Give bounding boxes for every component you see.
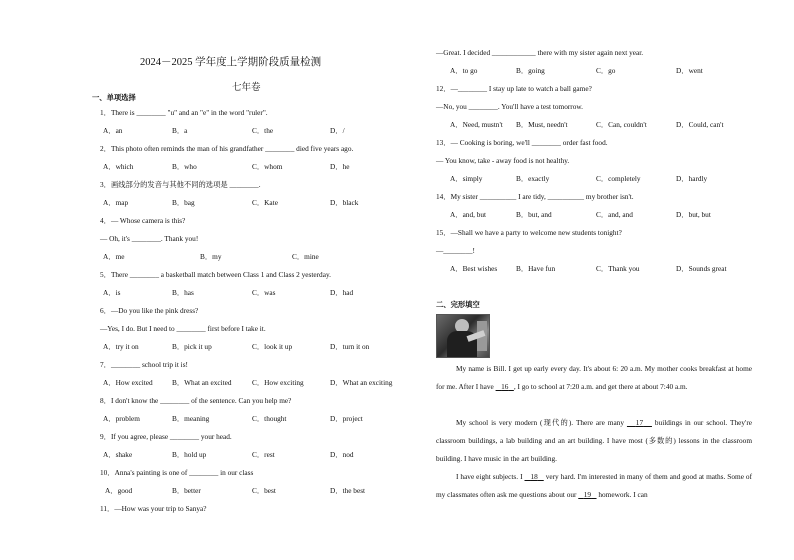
- option-b[interactable]: B．Have fun: [516, 264, 556, 273]
- question-15: 15．—Shall we have a party to welcome new students tonight?: [436, 228, 622, 237]
- question-9: 9．If you agree, please ________ your head.: [100, 432, 232, 441]
- option-b[interactable]: B．a: [172, 126, 188, 135]
- blank-16[interactable]: 16: [501, 382, 509, 391]
- option-a[interactable]: A．map: [103, 198, 129, 207]
- option-c[interactable]: C．Kate: [252, 198, 278, 207]
- question-6: 6．—Do you like the pink dress?: [100, 306, 199, 315]
- option-c[interactable]: C．was: [252, 288, 276, 297]
- option-a[interactable]: A．me: [103, 252, 125, 261]
- question-3: 3．画线部分的发音与其他不同的选项是 ________.: [100, 180, 261, 189]
- option-b[interactable]: B．my: [200, 252, 222, 261]
- cloze-paragraph-1: My name is Bill. I get up early every day. It's about 6: 20 a.m. My mother cooks breakfast at home for me. After I have 16 , I go to school at 7:20 a.m. and get there at about 7:40 a.m.: [436, 364, 752, 391]
- question-13-response: — You know, take - away food is not healthy.: [436, 156, 570, 165]
- options-q12: [436, 120, 756, 129]
- section-heading-cloze: 二、完形填空: [436, 300, 480, 309]
- option-d[interactable]: D．nod: [330, 450, 354, 459]
- options-q11: [436, 66, 756, 75]
- option-c[interactable]: C．and, and: [596, 210, 633, 219]
- option-d[interactable]: D．turn it on: [330, 342, 370, 351]
- option-a[interactable]: A．shake: [103, 450, 133, 459]
- option-a[interactable]: A．try it on: [103, 342, 139, 351]
- cloze-paragraph-3: I have eight subjects. I 18 very hard. I'm interested in many of them and good at maths. Some of my classmates often ask me questions about our 19 homework. I can: [436, 472, 752, 499]
- exam-title: 2024－2025 学年度上学期阶段质量检测: [140, 57, 322, 68]
- option-d[interactable]: D．went: [676, 66, 703, 75]
- option-c[interactable]: C．go: [596, 66, 616, 75]
- question-14: 14．My sister __________ I are tidy, __________ my brother isn't.: [436, 192, 634, 201]
- student-photo: [436, 314, 490, 358]
- option-d[interactable]: D．black: [330, 198, 359, 207]
- question-4: 4．— Whose camera is this?: [100, 216, 186, 225]
- option-d[interactable]: D．the best: [330, 486, 366, 495]
- option-a[interactable]: A．problem: [103, 414, 140, 423]
- option-c[interactable]: C．Thank you: [596, 264, 640, 273]
- option-d[interactable]: D．had: [330, 288, 354, 297]
- options-q7: [100, 378, 393, 387]
- option-d[interactable]: D．but, but: [676, 210, 711, 219]
- section-heading-single-choice: 一、单项选择: [92, 93, 136, 102]
- options-q10: [100, 486, 390, 495]
- options-q14: [436, 210, 756, 219]
- option-b[interactable]: B．bag: [172, 198, 195, 207]
- option-a[interactable]: A．and, but: [450, 210, 487, 219]
- option-d[interactable]: D．Could, can't: [676, 120, 724, 129]
- options-q1: [100, 126, 390, 135]
- option-a[interactable]: A．an: [103, 126, 123, 135]
- question-6-response: —Yes, I do. But I need to ________ first before I take it.: [100, 324, 266, 333]
- question-5: 5．There ________ a basketball match between Class 1 and Class 2 yesterday.: [100, 270, 331, 279]
- option-c[interactable]: C．completely: [596, 174, 641, 183]
- option-c[interactable]: C．rest: [252, 450, 275, 459]
- options-q8: [100, 414, 390, 423]
- question-10: 10．Anna's painting is one of ________ in our class: [100, 468, 254, 477]
- options-q13: [436, 174, 756, 183]
- option-d[interactable]: D．project: [330, 414, 363, 423]
- option-c[interactable]: C．How exciting: [252, 378, 304, 387]
- option-a[interactable]: A．which: [103, 162, 134, 171]
- option-d[interactable]: D．/: [330, 126, 345, 135]
- option-a[interactable]: A．Best wishes: [450, 264, 498, 273]
- question-11: 11．—How was your trip to Sanya?: [100, 504, 207, 513]
- option-b[interactable]: B．going: [516, 66, 545, 75]
- question-12-response: —No, you ________. You'll have a test tomorrow.: [436, 102, 583, 111]
- option-c[interactable]: C．mine: [292, 252, 319, 261]
- option-b[interactable]: B．but, and: [516, 210, 552, 219]
- option-a[interactable]: A．is: [103, 288, 121, 297]
- option-c[interactable]: C．best: [252, 486, 276, 495]
- question-11-response: —Great. I decided ____________ there with my sister again next year.: [436, 48, 644, 57]
- option-d[interactable]: D．Sounds great: [676, 264, 727, 273]
- question-7: 7．________ school trip it is!: [100, 360, 188, 369]
- options-q5: [100, 288, 390, 297]
- question-8: 8．I don't know the ________ of the sentence. Can you help me?: [100, 396, 292, 405]
- option-a[interactable]: A．good: [105, 486, 133, 495]
- option-b[interactable]: B．Must, needn't: [516, 120, 568, 129]
- question-4-response: — Oh, it's ________. Thank you!: [100, 234, 199, 243]
- question-1: 1．There is ________ "u" and an "e" in the word "ruler".: [100, 108, 268, 117]
- cloze-paragraph-2: My school is very modern (现代的). There are many 17 buildings in our school. They're classroom buildings, a lab building and an art building. I have most (多数的) lessons in the classroom building. I have music in the art building.: [436, 418, 752, 463]
- option-c[interactable]: C．look it up: [252, 342, 293, 351]
- options-q15: [436, 264, 756, 273]
- options-q9: [100, 450, 390, 459]
- question-15-response: —________!: [436, 246, 475, 255]
- option-d[interactable]: D．hardly: [676, 174, 708, 183]
- question-13: 13．— Cooking is boring, we'll ________ order fast food.: [436, 138, 608, 147]
- option-b[interactable]: B．hold up: [172, 450, 207, 459]
- question-2: 2．This photo often reminds the man of his grandfather ________ died five years ago.: [100, 144, 354, 153]
- option-a[interactable]: A．How excited: [103, 378, 153, 387]
- option-b[interactable]: B．meaning: [172, 414, 210, 423]
- exam-subtitle: 七年卷: [232, 83, 261, 93]
- options-q2: [100, 162, 390, 171]
- blank-19[interactable]: 19: [583, 490, 592, 499]
- blank-18[interactable]: 18: [530, 472, 538, 481]
- option-b[interactable]: B．exactly: [516, 174, 550, 183]
- option-d[interactable]: D．he: [330, 162, 350, 171]
- option-c[interactable]: C．the: [252, 126, 274, 135]
- option-c[interactable]: C．thought: [252, 414, 287, 423]
- option-c[interactable]: C．whom: [252, 162, 283, 171]
- option-b[interactable]: B．has: [172, 288, 194, 297]
- question-12: 12．—________ I stay up late to watch a ball game?: [436, 84, 592, 93]
- option-b[interactable]: B．who: [172, 162, 197, 171]
- blank-17[interactable]: 17: [635, 418, 644, 427]
- options-q6: [100, 342, 390, 351]
- options-q4: [100, 252, 390, 261]
- option-d[interactable]: D．What an exciting: [330, 378, 393, 387]
- options-q3: [100, 198, 390, 207]
- option-a[interactable]: A．simply: [450, 174, 483, 183]
- option-a[interactable]: A．Need, mustn't: [450, 120, 503, 129]
- option-b[interactable]: B．better: [172, 486, 201, 495]
- option-b[interactable]: B．What an excited: [172, 378, 232, 387]
- option-a[interactable]: A．to go: [450, 66, 478, 75]
- option-c[interactable]: C．Can, couldn't: [596, 120, 647, 129]
- option-b[interactable]: B．pick it up: [172, 342, 212, 351]
